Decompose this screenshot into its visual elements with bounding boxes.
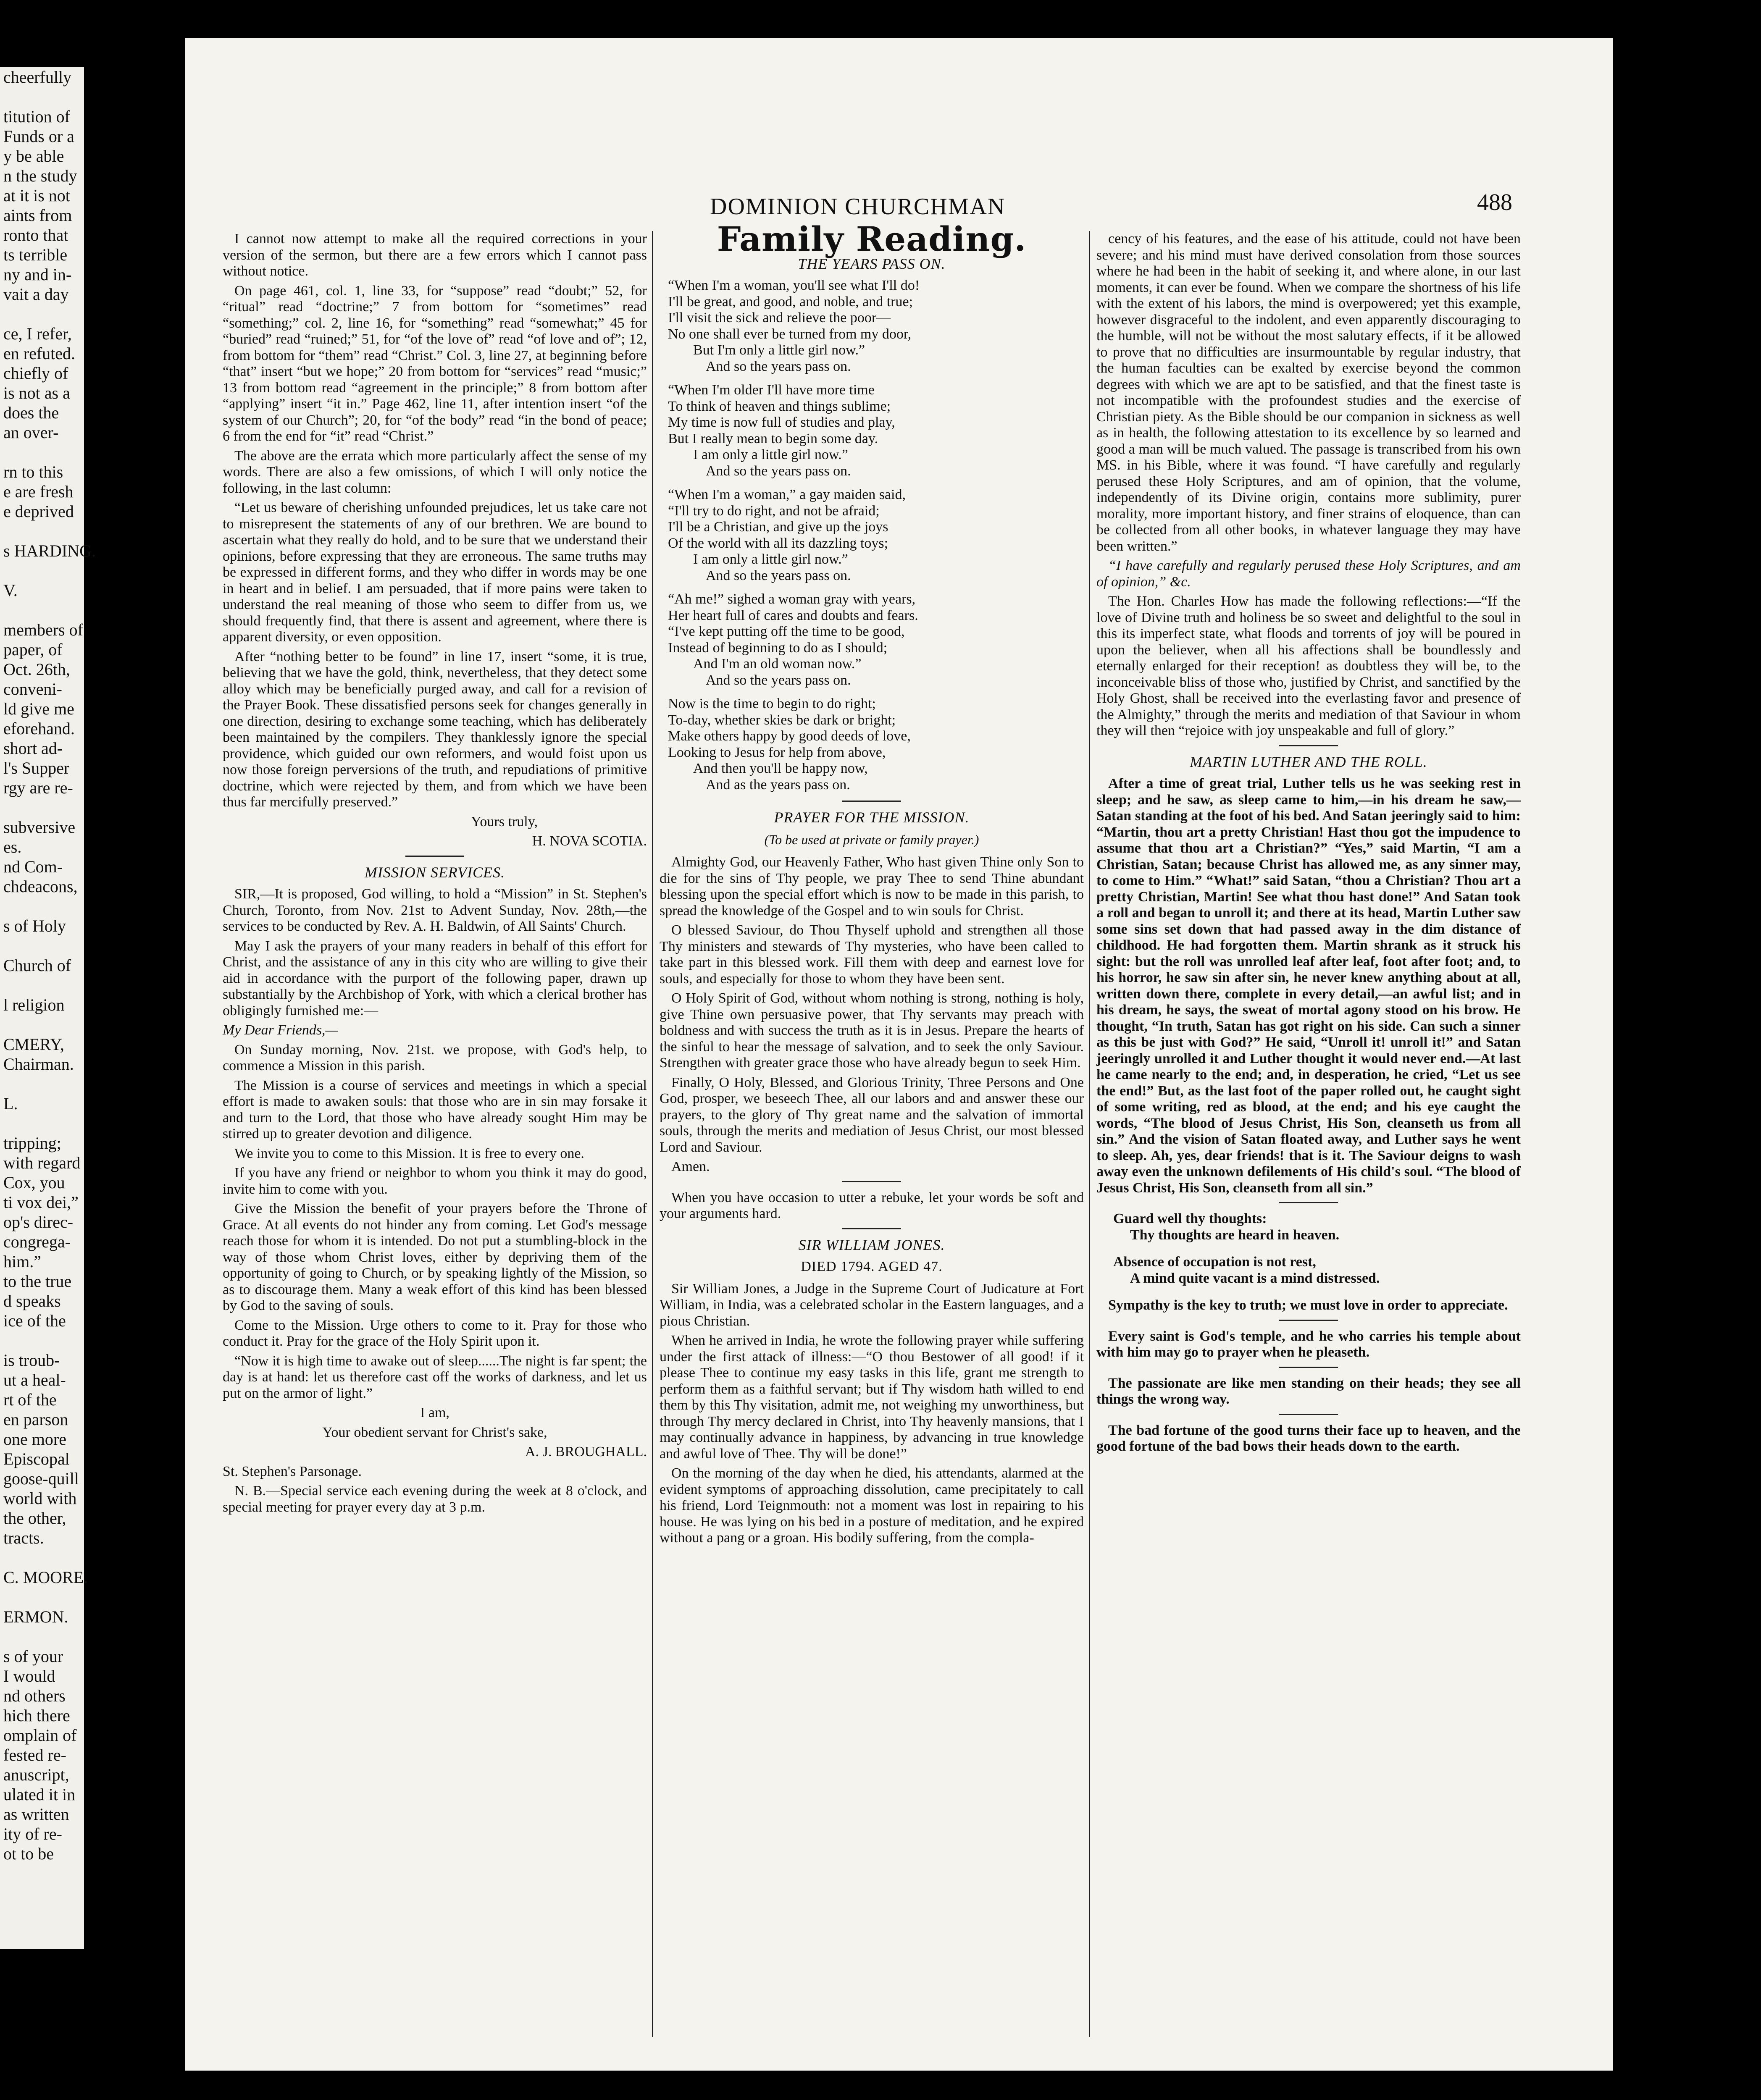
poem-line: But I really mean to begin some day.	[668, 430, 878, 446]
strip-line: V.	[3, 581, 18, 600]
strip-line: with regard	[3, 1153, 81, 1172]
paragraph: Sir William Jones, a Judge in the Supreme Court of Judicature at Fort William, in India, was a celebrated scholar in the Eastern languages, and a pious Christian.	[660, 1281, 1084, 1329]
strip-line: short ad-	[3, 739, 63, 758]
poem-line: I'll visit the sick and relieve the poor—	[668, 310, 891, 326]
amen: Amen.	[671, 1159, 710, 1174]
section-divider	[1279, 1202, 1338, 1203]
strip-line: an over-	[3, 423, 59, 442]
letter-signature: H. NOVA SCOTIA.	[532, 833, 647, 849]
strip-line: members of	[3, 620, 83, 639]
strip-line: C. MOORE.	[3, 1568, 88, 1587]
strip-line: aints from	[3, 206, 72, 225]
poem-line: I'll be great, and good, and noble, and true;	[668, 294, 913, 310]
strip-line: I would	[3, 1667, 55, 1685]
paragraph: The Mission is a course of services and meetings in which a special effort is made to awaken souls: that those who are in sin may forsake it and turn to the Lord, that those who have already sought Him may be stirred up to greater devotion and diligence.	[223, 1077, 647, 1142]
strip-line: rgy are re-	[3, 778, 73, 797]
strip-line: Oct. 26th,	[3, 660, 70, 679]
section-divider	[1279, 745, 1338, 746]
prayer-text	[660, 854, 1084, 1155]
paragraph: I cannot now attempt to make all the required corrections in your version of the sermon, but there are a few errors which I cannot pass without notice.	[223, 231, 647, 279]
strip-line: n the study	[3, 166, 77, 185]
poem-line: Instead of beginning to do as I should;	[668, 640, 888, 656]
strip-line: Episcopal	[3, 1449, 70, 1468]
paragraph: On the morning of the day when he died, his attendants, alarmed at the evident symptoms of approaching dissolution, came precipitately to call his friend, Lord Teignmouth: not a moment was lost in repairing to his house. He was lying on his bed in a posture of meditation, and he expired without a pang or a groan. His bodily suffering, from the compla-	[660, 1465, 1084, 1546]
rebuke-maxim: When you have occasion to utter a rebuke, let your words be soft and your arguments hard.	[660, 1189, 1084, 1221]
strip-line: Cox, you	[3, 1173, 65, 1192]
poem-line: And so the years pass on.	[706, 567, 851, 583]
poem-line: Now is the time to begin to do right;	[668, 696, 876, 711]
paragraph: On Sunday morning, Nov. 21st. we propose, with God's help, to commence a Mission in this parish.	[223, 1042, 647, 1074]
paragraph: O Holy Spirit of God, without whom nothing is strong, nothing is holy, give Thine own persuasive power, that Thy servants may preach with boldness and with success the truth as it is in Jesus. Prepare the hearts of the sinful to hear the message of salvation, and to seek the only Saviour. Strengthen with greater grace those who have already begun to seek Him.	[660, 990, 1084, 1071]
strip-line	[0, 798, 84, 817]
strip-line: y be able	[3, 147, 64, 165]
poem-stanza	[668, 382, 1084, 479]
verse-occupation	[1113, 1254, 1521, 1286]
paragraph: Almighty God, our Heavenly Father, Who hast given Thine only Son to die for the sins of Thy people, we pray Thee to send Thine abundant blessing upon the special effort which is now to be made in this parish, to spread the knowledge of the Gospel and to win souls for Christ.	[660, 854, 1084, 919]
column-3	[1096, 231, 1521, 2037]
strip-line: congrega-	[3, 1232, 71, 1251]
errata-letter	[223, 231, 647, 811]
poem-stanza	[668, 278, 1084, 375]
strip-line	[0, 975, 84, 995]
strip-line: ulated it in	[3, 1785, 76, 1804]
strip-line: ny and in-	[3, 265, 72, 284]
paragraph: If you have any friend or neighbor to whom you think it may do good, invite him to come with you.	[223, 1165, 647, 1197]
strip-line: s HARDING.	[3, 541, 96, 560]
maxim-passionate: The passionate are like men standing on their heads; they see all things the wrong way.	[1096, 1375, 1521, 1407]
paragraph: Give the Mission the benefit of your prayers before the Throne of Grace. At all events do not hinder any from coming. Let God's message reach those for whom it is intended. Do not put a stumbling-block in the way of those whom Christ loves, either by depriving them of the opportunity of going to Church, or by speaking lightly of the Mission, so as to discourage them. Many a weak effort of this kind has been blessed by God to the saving of souls.	[223, 1201, 647, 1313]
masthead-title: DOMINION CHURCHMAN	[710, 194, 1006, 220]
strip-line: at it is not	[3, 186, 70, 205]
paragraph: May I ask the prayers of your many readers in behalf of this effort for Christ, and the assistance of any in this city who are willing to give their aid in accordance with the purport of the following paper, drawn up substantially by the Archbishop of York, with which a clerical brother has obligingly furnished me:—	[223, 938, 647, 1018]
strip-line: as written	[3, 1805, 69, 1824]
poem-line: Of the world with all its dazzling toys;	[668, 535, 888, 551]
paragraph: SIR,—It is proposed, God willing, to hold a “Mission” in St. Stephen's Church, Toronto, from Nov. 21st to Advent Sunday, Nov. 28th,—the services to be conducted by Rev. A. H. Baldwin, of All Saints' Church.	[223, 886, 647, 934]
paragraph: On page 461, col. 1, line 33, for “suppose” read “doubt;” 52, for “ritual” read “doctrine;” 7 from bottom for “sometimes” read “something;” col. 2, line 16, for “something” read “somewhat;” 45 for “buried” read “ruined;” 51, for “of the love of” read “of love and of”; 12, from bottom for “them” read “Christ.” Col. 3, line 27, at beginning before “that” insert “but we hope;” 20 from bottom for “services” read “music;” 13 from bottom read “agreement in the principle;” 8 from bottom after “applying” insert “it in.” Page 462, line 11, after intention insert “of the system of our Church”; 20, for “of the body” read “in the bond of peace; 6 from the end for “it” read “Christ.”	[223, 283, 647, 444]
strip-line: e are fresh	[3, 482, 74, 501]
strip-line: rt of the	[3, 1390, 57, 1409]
poem-stanza	[668, 591, 1084, 688]
strip-line: CMERY,	[3, 1035, 64, 1054]
page-number: 488	[1477, 189, 1512, 215]
strip-line	[0, 936, 84, 956]
strip-line: is troub-	[3, 1351, 60, 1370]
strip-line: is not as a	[3, 383, 70, 402]
page-header	[185, 189, 1613, 223]
strip-line	[0, 1548, 84, 1567]
paragraph: After a time of great trial, Luther tells us he was seeking rest in sleep; and he saw, as sleep came to him,—in his dream he saw,—Satan standing at the foot of his bed. And Satan jeeringly said to him: “Martin, thou art a pretty Christian! Hast thou got the impudence to assume that thou art a Christian?” “Yes,” said Martin, “I am a Christian, Satan; because Christ has allowed me, as any sinner may, to come to Him.” “What!” said Satan, “thou a Christian? Thou art a pretty Christian, Martin! See what thou hast done!” And Satan took a roll and began to unroll it; and there at its head, Martin Luther saw some sins set down that had passed away in the dim distance of childhood. He had forgotten them. Martin shrank as it struck his sight: but the roll was unrolled leaf after leaf, foot after foot; and, to his horror, he saw sin after sin, he never knew anything about at all, written down there, complete in every detail,—an awful list; and in his dream, he says, the sweat of mortal agony stood on his brow. He thought, “In truth, Satan has got right on his side. Can such a sinner as this be just with God?” He said, “Unroll it! unroll it!” and Satan jeeringly unrolled it and Luther thought it would never end.—At last he came nearly to the end; and, in desperation, he cried, “Let us see the end!” But, as the last foot of the paper rolled out, he caught sight of some writing, red as blood, at the end; and his eye caught the words, “The blood of Jesus Christ, His Son, cleanseth us from all sin.” And the vision of Satan floated away, and Luther says he went to sleep. Ah, yes, dear friends! that is it. The Saviour deigns to wash away even the unknown defilements of His child's soul. “The blood of Jesus Christ, His Son, cleanseth from all sin.”	[1096, 776, 1521, 1196]
verse-thoughts	[1113, 1211, 1521, 1243]
poem-line: “When I'm older I'll have more time	[668, 382, 875, 398]
poem-line: I am only a little girl now.”	[693, 447, 848, 462]
strip-line: op's direc-	[3, 1213, 74, 1231]
paragraph: When he arrived in India, he wrote the following prayer while suffering under the first attack of illness:—“O thou Bestower of all good! if it please Thee to continue my easy tasks in this life, grant me strength to perform them as a faithful servant; but if Thy wisdom hath willed to end them by this Thy visitation, admit me, not weighing my unworthiness, but through Thy mercy declared in Christ, into Thy heavenly mansions, that I may continually advance in happiness, by advancing in true knowledge and awful love of Thee. Thy will be done!”	[660, 1333, 1084, 1462]
strip-line: tripping;	[3, 1134, 61, 1152]
paragraph: After “nothing better to be found” in line 17, insert “some, it is true, believing that we have the gold, think, nevertheless, that they detect some alloy which may be beneficially purged away, and call for a revision of the Prayer Book. These dissatisfied persons seek for changes generally in one direction, desiring to exchange some teaching, which has deliberately been maintained by the compilers. They thanklessly ignore the special providence, which guided our own reformers, and would foist upon us now those foreign perversions of the truth, and repudiations of primitive doctrine, which were rejected by them, and from which we have been thus far mercifully preserved.”	[223, 648, 647, 810]
poem-line: Her heart full of cares and doubts and fears.	[668, 607, 918, 623]
strip-line	[0, 1113, 84, 1133]
strip-line: chdeacons,	[3, 877, 78, 896]
strip-line: anuscript,	[3, 1765, 69, 1784]
section-divider	[842, 1228, 901, 1229]
section-divider	[842, 1181, 901, 1182]
closing-i-am: I am,	[420, 1405, 449, 1420]
column-2	[660, 219, 1084, 2037]
strip-line: the other,	[3, 1509, 66, 1528]
strip-line: to the true	[3, 1272, 72, 1291]
strip-line: ity of re-	[3, 1824, 62, 1843]
strip-line: goose-quill	[3, 1469, 79, 1488]
paragraph: Come to the Mission. Urge others to come to it. Pray for those who conduct it. Pray for the grace of the Holy Spirit upon it.	[223, 1317, 647, 1349]
prayer-title: PRAYER FOR THE MISSION.	[774, 809, 970, 826]
strip-line: ice of the	[3, 1311, 66, 1330]
strip-line: l religion	[3, 995, 65, 1014]
poem-line: And as the years pass on.	[706, 777, 850, 793]
strip-line	[0, 1331, 84, 1350]
strip-line: ce, I refer,	[3, 324, 72, 343]
poem-line: No one shall ever be turned from my door,	[668, 326, 912, 342]
strip-line	[0, 304, 84, 324]
strip-line	[0, 600, 84, 620]
paragraph: Finally, O Holy, Blessed, and Glorious Trinity, Three Persons and One God, prosper, we beseech Thee, all our labors and and answer these our prayers, to the glory of Thy great name and the salvation of immortal souls, through the merits and mediation of Jesus Christ, our most blessed Lord and Saviour.	[660, 1074, 1084, 1155]
luther-title: MARTIN LUTHER AND THE ROLL.	[1190, 753, 1427, 770]
strip-line	[0, 87, 84, 107]
strip-line: s of your	[3, 1647, 63, 1666]
strip-line	[0, 1074, 84, 1094]
newspaper-page	[185, 38, 1613, 2071]
strip-line: ld give me	[3, 699, 74, 718]
maxim-saint: Every saint is God's temple, and he who carries his temple about with him may go to prayer when he pleaseth.	[1096, 1328, 1521, 1360]
bible-quote: “I have carefully and regularly perused these Holy Scriptures, and am of opinion,” &c.	[1096, 558, 1521, 590]
paragraph: O blessed Saviour, do Thou Thyself uphold and strengthen all those Thy ministers and stewards of Thy mysteries, who have been called to take part in this blessed work. Fill them with deep and earnest love for souls, and especially for those to whom they have been sent.	[660, 922, 1084, 987]
nb-note: N. B.—Special service each evening during the week at 8 o'clock, and special meeting for prayer every day at 3 p.m.	[223, 1483, 647, 1515]
jones-continuation	[1096, 231, 1521, 554]
strip-line	[0, 521, 84, 541]
column-rule	[652, 231, 653, 2037]
poem-title: THE YEARS PASS ON.	[798, 255, 946, 272]
luther-article	[1096, 776, 1521, 1196]
poem-line: Make others happy by good deeds of love,	[668, 728, 911, 744]
verse-line: Guard well thy thoughts:	[1113, 1211, 1267, 1226]
strip-line: ts terrible	[3, 245, 68, 264]
adjacent-page-strip	[0, 67, 96, 1949]
section-divider	[405, 856, 464, 857]
strip-line: nd Com-	[3, 857, 63, 876]
strip-line: fested re-	[3, 1746, 66, 1764]
strip-line: vait a day	[3, 285, 69, 304]
poem-line: “I'll try to do right, and not be afraid;	[668, 503, 880, 519]
closing-servant: Your obedient servant for Christ's sake,	[322, 1424, 547, 1440]
mission-letter	[223, 886, 647, 1019]
strip-line: ot to be	[3, 1844, 54, 1863]
strip-line	[0, 561, 84, 580]
strip-line: hich there	[3, 1706, 70, 1725]
strip-line: es.	[3, 837, 22, 856]
poem-line: But I'm only a little girl now.”	[693, 342, 865, 358]
poem-line: I am only a little girl now.”	[693, 551, 848, 567]
strip-line: ti vox dei,”	[3, 1193, 79, 1212]
strip-line: e deprived	[3, 502, 74, 521]
jones-title: SIR WILLIAM JONES.	[798, 1236, 945, 1253]
strip-line: d speaks	[3, 1292, 61, 1310]
strip-line	[0, 442, 84, 462]
poem-line: And so the years pass on.	[706, 463, 851, 479]
strip-line: l's Supper	[3, 759, 70, 777]
strip-line	[0, 1587, 84, 1607]
column-1	[223, 231, 647, 2037]
paragraph: cency of his features, and the ease of his attitude, could not have been severe; and his mind must have derived consolation from those sources where he had been in the habit of seeking it, and where alone, in our last moments, it can ever be found. When we compare the shortness of his life with the extent of his labors, the mind is overpowered; yet this example, however disgraceful to the indolent, and even apparently discouraging to the humble, will not be without the most salutary effects, if it be allowed to prove that no difficulties are insurmountable by regular industry, that the human faculties can be exalted by exercise beyond the common degrees with which we are apt to be satisfied, and that the finest taste is not incompatible with the profoundest studies and the exercise of Christian piety. As the Bible should be our companion in sickness as well as in health, the following attestation to its excellence by so learned and good a man will be much valued. The passage is transcribed from his own MS. in his Bible, where it was found. “I have carefully and regularly perused these Holy Scriptures, and am of opinion, that the volume, independently of its Divine origin, contains more sublimity, purer morality, more important history, and finer strains of eloquence, than can be collected from all other books, in whatever language they may have been written.”	[1096, 231, 1521, 554]
strip-line: ut a heal-	[3, 1370, 66, 1389]
strip-line: en parson	[3, 1410, 68, 1429]
section-divider	[1279, 1320, 1338, 1321]
paragraph: We invite you to come to this Mission. It is free to every one.	[234, 1145, 584, 1161]
poem-line: And then you'll be happy now,	[693, 761, 868, 776]
letter-signoff: Yours truly,	[471, 814, 538, 830]
prayer-note: (To be used at private or family prayer.)	[764, 832, 979, 847]
section-divider	[1279, 1414, 1338, 1415]
parsonage: St. Stephen's Parsonage.	[223, 1463, 362, 1479]
strip-line: him.”	[3, 1252, 41, 1271]
poem-line: “I've kept putting off the time to be good,	[668, 624, 905, 639]
strip-line: ronto that	[3, 226, 68, 244]
strip-line: chiefly of	[3, 364, 68, 383]
poem-line: “Ah me!” sighed a woman gray with years,	[668, 591, 916, 607]
verse-line: Absence of occupation is not rest,	[1113, 1254, 1316, 1270]
poem-stanza	[668, 696, 1084, 793]
strip-line: Funds or a	[3, 127, 74, 146]
closing-signature: A. J. BROUGHALL.	[525, 1444, 647, 1460]
poem	[660, 278, 1084, 793]
section-divider	[1279, 1367, 1338, 1368]
verse-line: A mind quite vacant is a mind distressed.	[1130, 1270, 1380, 1286]
poem-line: And so the years pass on.	[706, 672, 851, 688]
strip-line: does the	[3, 403, 59, 422]
poem-line: “When I'm a woman, you'll see what I'll do!	[668, 278, 920, 293]
strip-line: Chairman.	[3, 1055, 74, 1074]
mission-services-title: MISSION SERVICES.	[364, 864, 505, 881]
poem-line: Looking to Jesus for help from above,	[668, 744, 886, 760]
jones-dates: DIED 1794. AGED 47.	[801, 1259, 943, 1274]
strip-line: subversive	[3, 818, 76, 837]
verse-line: Thy thoughts are heard in heaven.	[1130, 1227, 1340, 1243]
section-divider	[842, 801, 901, 802]
poem-line: To-day, whether skies be dark or bright;	[668, 712, 896, 728]
strip-line: en refuted.	[3, 344, 76, 363]
paragraph: The above are the errata which more particularly affect the sense of my words. There are also a few omissions, of which I will only notice the following, in the last column:	[223, 448, 647, 496]
maxim-sympathy: Sympathy is the key to truth; we must love in order to appreciate.	[1108, 1297, 1508, 1313]
strip-line: rn to this	[3, 462, 63, 481]
strip-line: paper, of	[3, 640, 63, 659]
mission-paper	[223, 1042, 647, 1402]
salutation: My Dear Friends,—	[223, 1022, 338, 1038]
strip-line	[0, 896, 84, 916]
strip-line: nd others	[3, 1686, 66, 1705]
strip-line	[0, 1627, 84, 1646]
maxim-fortune: The bad fortune of the good turns their face up to heaven, and the good fortune of the bad bows their heads down to the earth.	[1096, 1422, 1521, 1454]
strip-line: titution of	[3, 107, 70, 126]
column-rule	[1089, 231, 1090, 2037]
strip-line: L.	[3, 1094, 18, 1113]
strip-line: one more	[3, 1430, 66, 1449]
strip-line: ERMON.	[3, 1607, 68, 1626]
poem-line: And so the years pass on.	[706, 358, 851, 374]
strip-line: eforehand.	[3, 719, 75, 738]
poem-line: “When I'm a woman,” a gay maiden said,	[668, 487, 906, 502]
strip-line: omplain of	[3, 1726, 77, 1745]
strip-line: Church of	[3, 956, 71, 975]
how-reflection: The Hon. Charles How has made the following reflections:—“If the love of Divine truth and holiness be so sweet and delightful to the soul in this its imperfect state, what floods and torrents of joy will be poured in upon the believer, when all his affections shall be boundlessly and eternally enlarged for their reception! as doubtless they will be, to the inconceivable bliss of those who, justified by Christ, and sanctified by the Holy Ghost, shall be received into the everlasting favor and presence of the Almighty,” through the merits and mediation of that Saviour in whom they will then “rejoice with joy unspeakable and full of glory.”	[1096, 593, 1521, 738]
strip-line: tracts.	[3, 1528, 44, 1547]
strip-line	[0, 1015, 84, 1034]
strip-line: cheerfully	[3, 68, 72, 87]
jones-article	[660, 1281, 1084, 1546]
poem-line: To think of heaven and things sublime;	[668, 398, 891, 414]
strip-line: s of Holy	[3, 916, 66, 935]
poem-line: And I'm an old woman now.”	[693, 656, 862, 672]
poem-line: My time is now full of studies and play,	[668, 415, 895, 430]
strip-line: conveni-	[3, 680, 62, 698]
strip-line: world with	[3, 1489, 77, 1508]
paragraph: “Let us beware of cherishing unfounded prejudices, let us take care not to misrepresent the statements of any of our brethren. We are bound to ascertain what they really do hold, and to be sure that we understand their opinions, before expressing that they are erroneous. The same truths may be expressed in different forms, and they who differ in words may be one in heart and in belief. I am persuaded, that if more pains were taken to understand the real meaning of those who seem to differ from us, we should frequently find, that there is assent and agreement, where there is apparent diversity, or even opposition.	[223, 500, 647, 645]
poem-line: I'll be a Christian, and give up the joys	[668, 519, 888, 535]
family-reading-heading: Family Reading.	[717, 219, 1027, 259]
poem-stanza	[668, 487, 1084, 584]
paragraph: “Now it is high time to awake out of sleep......The night is far spent; the day is at hand: let us therefore cast off the works of darkness, and let us put on the armor of light.”	[223, 1353, 647, 1401]
